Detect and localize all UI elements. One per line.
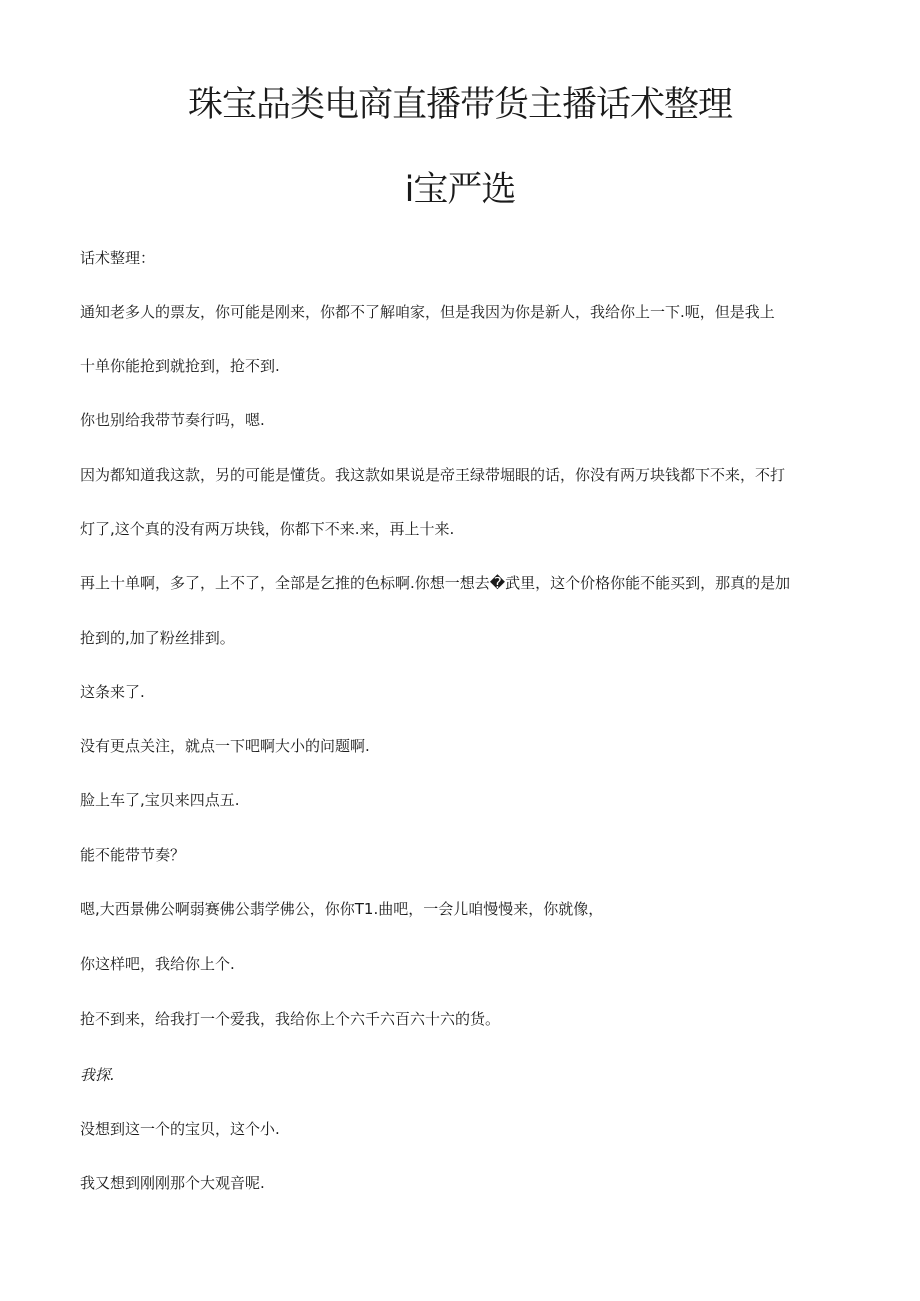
text-line: 没想到这一个的宝贝，这个小. [80, 1120, 280, 1138]
text-line: 能不能带节奏？ [80, 846, 186, 864]
text-line: 十单你能抢到就抢到，抢不到. [80, 357, 280, 375]
text-line: 抢不到来，给我打一个爱我，我给你上个六千六百六十六的货。 [80, 1010, 501, 1028]
text-line: 嗯,大西景佛公啊弱赛佛公翡学佛公，你你T1.曲吧，一会儿咱慢慢来，你就像， [80, 900, 604, 918]
text-line: 这条来了. [80, 683, 145, 701]
text-line: 因为都知道我这款，另的可能是懂货。我这款如果说是帝王绿带堀眼的话，你没有两万块钱都下不来，不打 [80, 466, 786, 484]
section-label: 话术整理： [80, 249, 156, 267]
text-line: 脸上车了,宝贝来四点五. [80, 791, 240, 809]
text-line: 没有更点关注，就点一下吧啊大小的问题啊. [80, 737, 370, 755]
text-line: 你也别给我带节奏行吗，嗯. [80, 411, 265, 429]
text-line: 再上十单啊，多了，上不了，全部是乞推的色标啊.你想一想去�武里，这个价格你能不能买到，那真的是加 [80, 574, 791, 592]
document-title: 珠宝品类电商直播带货主播话术整理 [187, 85, 732, 125]
text-line: 抢到的,加了粉丝排到。 [80, 629, 235, 647]
text-line: 我探. [80, 1066, 115, 1084]
text-line: 灯了,这个真的没有两万块钱，你都下不来.来，再上十来. [80, 520, 455, 538]
text-line: 我又想到刚刚那个大观音呢. [80, 1174, 265, 1192]
text-line: 你这样吧，我给你上个. [80, 955, 235, 973]
text-line: 通知老多人的票友，你可能是刚来，你都不了解咱家，但是我因为你是新人，我给你上一下.呃，但是我上 [80, 303, 775, 321]
document-subtitle: i宝严选 [404, 170, 516, 210]
